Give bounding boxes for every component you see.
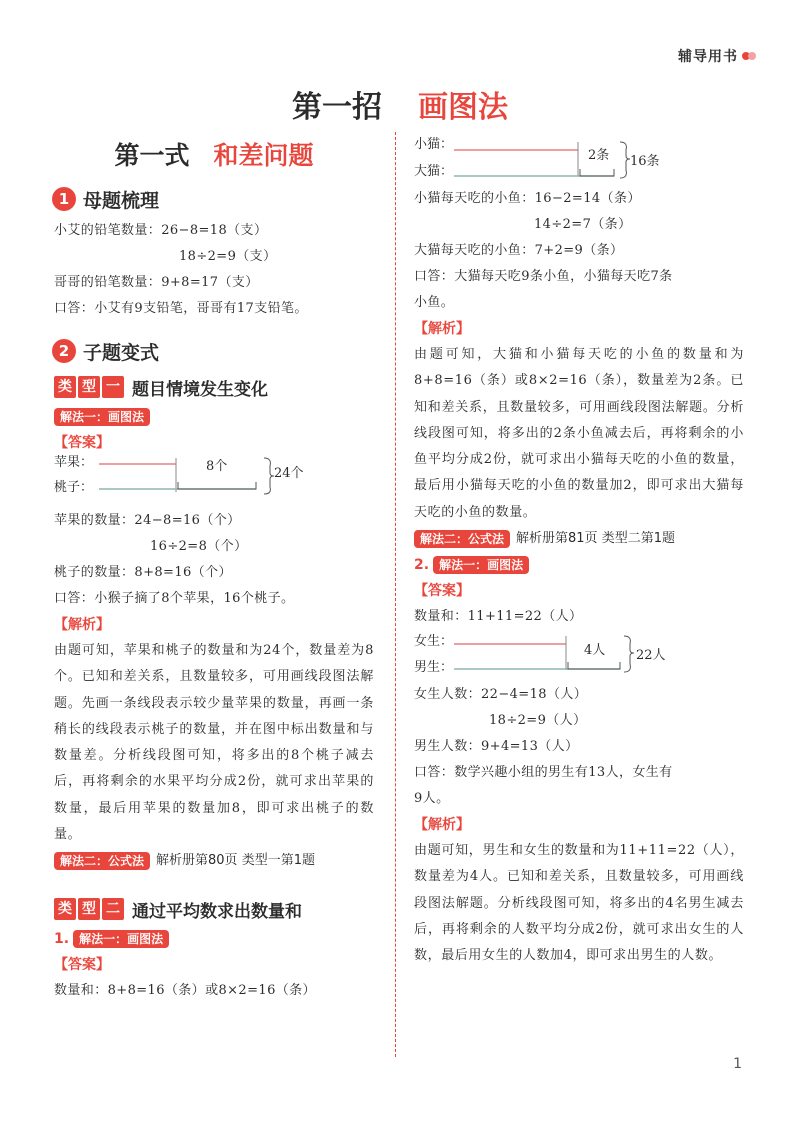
solution-line: 9人。: [414, 791, 450, 807]
mother-line: 口答：小艾有9支铅笔，哥哥有17支铅笔。: [54, 301, 308, 316]
method-pill: 解法二：公式法: [54, 852, 150, 870]
method-row: [54, 404, 374, 430]
mother-line: 哥哥的铅笔数量：9+8=17（支）: [54, 275, 259, 290]
type-one-title: 题目情境发生变化: [132, 379, 268, 400]
method-row: [414, 526, 744, 552]
header-dots-icon: [742, 52, 756, 60]
page-title-part-a: 第一招: [292, 90, 382, 125]
diagram-label-girls: 女生：: [414, 634, 454, 650]
method-pill: 解法二：公式法: [414, 530, 510, 548]
solution-line: 口答：小猴子摘了8个苹果，16个桃子。: [54, 591, 295, 606]
mother-line: 小艾的铅笔数量：26−8=18（支）: [54, 223, 268, 238]
method-row: [54, 848, 374, 874]
solution-line: 女生人数：22−4=18（人）: [414, 687, 588, 703]
diagram-diff-label: 2条: [588, 148, 610, 163]
diagram-lines-svg: [452, 136, 702, 186]
line-diagram-cats: [414, 130, 744, 182]
type-box: 二: [102, 898, 124, 920]
header-tag: 辅导用书: [678, 49, 738, 65]
method-row: [414, 552, 744, 578]
diagram-total-label: 24个: [274, 466, 304, 481]
type-two-heading: [54, 892, 374, 926]
line-diagram-students: [414, 630, 744, 682]
analysis-paragraph: 由题可知，大猫和小猫每天吃的小鱼的数量和为8+8=16（条）或8×2=16（条），数量差为2条。已知和差关系，且数量较多，可用画线段图法解题。分析线段图可知，将多出的2条小鱼减去后，再将剩余的小鱼平均分成2份，就可求出小猫每天吃的小鱼的数量，最后用小猫每天吃的小鱼的数量加2，即可求出大猫每天吃的小鱼的数量。: [414, 347, 744, 520]
question-number: 1.: [54, 931, 70, 948]
solution-line: 桃子的数量：8+8=16（个）: [54, 565, 232, 580]
heading-number-badge: 1: [52, 187, 76, 211]
solution-line: 大猫每天吃的小鱼：7+2=9（条）: [414, 243, 624, 258]
method-reference: 解析册第81页 类型二第1题: [516, 531, 675, 547]
solution-line: 小猫每天吃的小鱼：16−2=14（条）: [414, 191, 641, 206]
solution-line: 16÷2=8（个）: [150, 539, 248, 554]
diagram-label-small-cat: 小猫：: [414, 137, 454, 152]
answer-label: 【答案】: [414, 583, 470, 600]
method-pill: 解法一：画图法: [433, 556, 529, 574]
type-one-heading: [54, 370, 374, 404]
method-pill: 解法一：画图法: [73, 930, 169, 948]
heading-text: 母题梳理: [83, 189, 160, 212]
solution-line: 口答：数学兴趣小组的男生有13人，女生有: [414, 765, 673, 781]
solution-line: 18÷2=9（人）: [489, 713, 587, 729]
line-diagram-fruit: [54, 456, 374, 508]
solution-line: 男生人数：9+4=13（人）: [414, 739, 579, 755]
analysis-paragraph: 由题可知，男生和女生的数量和为11+11=22（人），数量差为4人。已知和差关系，且数量较多，可用画线段图法解题。分析线段图可知，将多出的4名男生减去后，再将剩余的人数平均分成2份，就可求出女生的人数，最后用女生的人数加4，即可求出男生的人数。: [414, 843, 744, 964]
diagram-label-peach: 桃子：: [54, 480, 94, 495]
column-divider: [395, 132, 396, 1057]
method-pill: 解法一：画图法: [54, 408, 150, 426]
heading-variants: [54, 332, 374, 370]
heading-text: 子题变式: [83, 341, 160, 364]
analysis-paragraph: 由题可知，苹果和桃子的数量和为24个，数量差为8个。已知和差关系，且数量较多，可用画线段图法解题。先画一条线段表示较少量苹果的数量，再画一条稍长的线段表示桃子的数量，并在图中标出数量和与数量差。分析线段图可知，将多出的8个桃子减去后，再将剩余的水果平均分成2份，就可求出苹果的数量，最后用苹果的数量加8，即可求出桃子的数量。: [54, 643, 374, 843]
diagram-diff-label: 4人: [584, 643, 606, 659]
solution-line: 数量和：8+8=16（条）或8×2=16（条）: [54, 983, 316, 999]
heading-number-badge: 2: [52, 339, 76, 363]
left-column: [54, 136, 374, 1004]
diagram-total-label: 22人: [636, 648, 666, 664]
type-box: 类: [54, 376, 76, 398]
question-number: 2.: [414, 557, 430, 574]
mother-line: 18÷2=9（支）: [179, 249, 277, 264]
diagram-label-boys: 男生：: [414, 660, 454, 676]
type-two-title: 通过平均数求出数量和: [132, 901, 302, 922]
page-number: 1: [733, 1056, 742, 1072]
solution-line: 小鱼。: [414, 295, 455, 310]
analysis-label: 【解析】: [54, 617, 110, 633]
diagram-label-big-cat: 大猫：: [414, 164, 454, 179]
solution-line: 口答：大猫每天吃9条小鱼，小猫每天吃7条: [414, 269, 673, 284]
solution-line: 苹果的数量：24−8=16（个）: [54, 513, 241, 528]
right-column: [414, 130, 744, 970]
diagram-total-label: 16条: [630, 154, 660, 169]
type-box: 型: [78, 376, 100, 398]
method-reference: 解析册第80页 类型一第1题: [156, 853, 315, 869]
analysis-label: 【解析】: [414, 817, 470, 834]
section-title: [54, 136, 374, 180]
page-title: [0, 82, 800, 126]
type-box: 类: [54, 898, 76, 920]
type-box: 型: [78, 898, 100, 920]
solution-line: 数量和：11+11=22（人）: [414, 609, 583, 625]
answer-label: 【答案】: [54, 435, 110, 451]
diagram-diff-label: 8个: [206, 459, 228, 474]
type-box: 一: [102, 376, 124, 398]
heading-mother-problem: [54, 180, 374, 218]
analysis-label: 【解析】: [414, 321, 470, 337]
section-title-a: 第一式: [114, 141, 190, 170]
page-title-part-b: 画图法: [418, 90, 508, 125]
answer-label: 【答案】: [54, 957, 110, 974]
solution-line: 14÷2=7（条）: [534, 217, 632, 232]
section-title-b: 和差问题: [213, 141, 314, 170]
diagram-label-apple: 苹果：: [54, 455, 94, 470]
method-row: [54, 926, 374, 952]
